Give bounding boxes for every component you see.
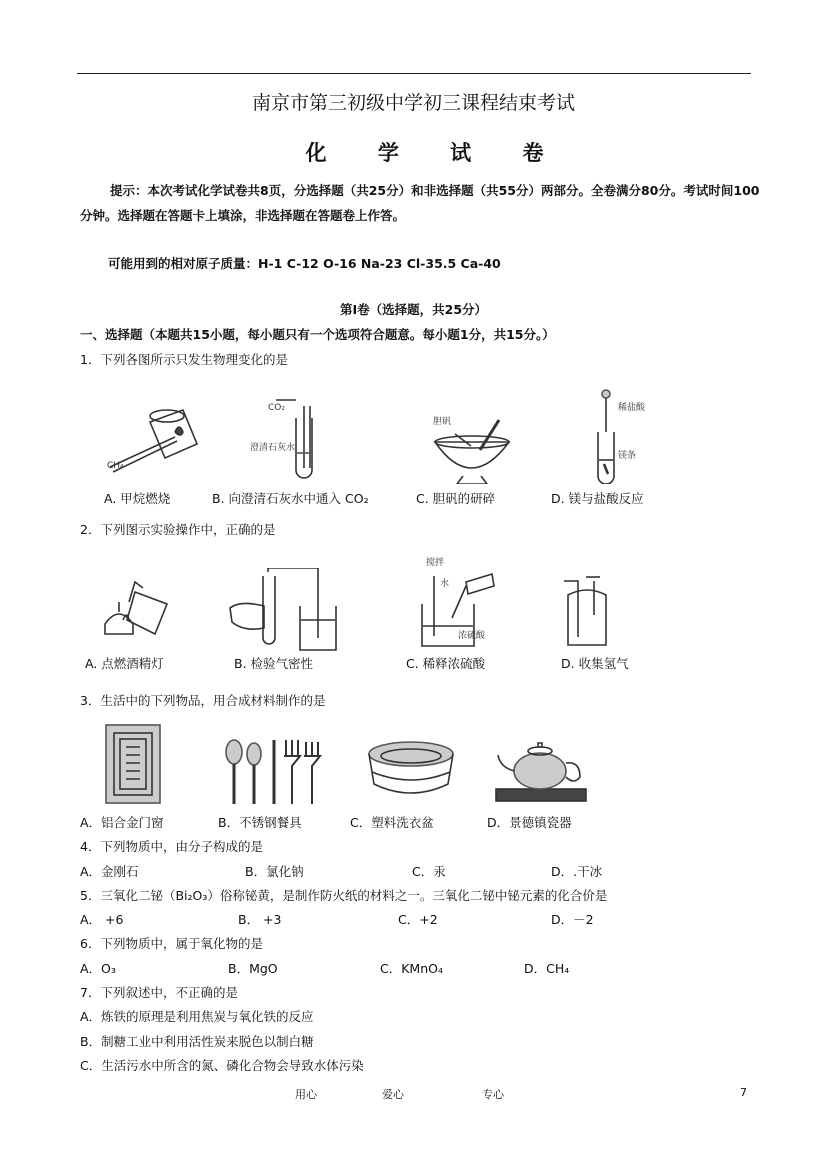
q4-option-a: A．金刚石	[80, 864, 139, 879]
school-title: 南京市第三初级中学初三课程结束考试	[251, 92, 575, 114]
q3-option-a: A．铝合金门窗	[80, 815, 164, 830]
q2-figure-c	[408, 556, 508, 652]
q2-figure-d	[560, 575, 610, 653]
q3-figure-c	[366, 740, 456, 802]
q2-figure-b	[228, 568, 340, 654]
svg-text:CH₄: CH₄	[107, 461, 124, 471]
header-rule	[77, 73, 751, 74]
question-2-stem: 2．下列图示实验操作中，正确的是	[80, 522, 276, 537]
q4-option-c: C．汞	[412, 864, 446, 879]
q6-option-a: A．O₃	[80, 961, 116, 976]
q1-option-b: B. 向澄清石灰水中通入 CO₂	[212, 491, 369, 506]
page-number: 7	[740, 1086, 747, 1099]
question-3-stem: 3．生活中的下列物品，用合成材料制作的是	[80, 693, 326, 708]
footer-middle: 爱心	[382, 1088, 404, 1101]
question-7-stem: 7．下列叙述中，不正确的是	[80, 985, 238, 1000]
question-4-stem: 4．下列物质中，由分子构成的是	[80, 839, 263, 854]
q5-option-d: D．－2	[551, 912, 594, 927]
q1-option-a: A. 甲烷燃烧	[104, 491, 171, 506]
svg-text:水: 水	[440, 579, 450, 589]
q4-option-d: D．.干冰	[551, 864, 603, 879]
svg-text:镁条: 镁条	[618, 451, 637, 461]
question-1-stem: 1．下列各图所示只发生物理变化的是	[80, 352, 288, 367]
q1-figure-c	[425, 412, 517, 484]
volume-title: 第Ⅰ卷（选择题，共25分）	[339, 302, 488, 317]
q6-option-d: D．CH₄	[524, 961, 570, 976]
q1-figure-a	[105, 392, 210, 482]
question-5-stem: 5．三氧化二铋（Bi₂O₃）俗称铋黄，是制作防火纸的材料之一。三氧化二铋中铋元素的化合价是	[80, 888, 608, 903]
q2-option-c: C. 稀释浓硫酸	[406, 656, 486, 671]
q3-option-c: C．塑料洗衣盆	[350, 815, 434, 830]
paper-title: 化 学 试 卷	[305, 141, 566, 165]
q2-option-b: B. 检验气密性	[234, 656, 314, 671]
svg-text:稀盐酸: 稀盐酸	[618, 403, 646, 413]
q7-option-a: A．炼铁的原理是利用焦炭与氧化铁的反应	[80, 1009, 314, 1024]
q4-option-b: B．氯化钠	[245, 864, 304, 879]
q5-option-c: C．+2	[398, 912, 438, 927]
q1-figure-d	[578, 388, 658, 484]
q1-option-d: D. 镁与盐酸反应	[551, 491, 644, 506]
svg-text:胆矾: 胆矾	[433, 417, 452, 427]
q6-option-b: B．MgO	[228, 961, 278, 976]
q5-option-b: B． +3	[238, 912, 282, 927]
q3-option-b: B．不锈钢餐具	[218, 815, 302, 830]
footer-left: 用心	[295, 1088, 317, 1101]
svg-text:澄清石灰水: 澄清石灰水	[250, 443, 296, 453]
q3-figure-b	[222, 736, 322, 806]
q2-option-d: D. 收集氢气	[561, 656, 629, 671]
question-6-stem: 6．下列物质中，属于氧化物的是	[80, 936, 263, 951]
q5-option-a: A． +6	[80, 912, 124, 927]
q2-figure-a	[95, 572, 175, 652]
q1-figure-b	[250, 398, 340, 484]
q2-option-a: A. 点燃酒精灯	[85, 656, 164, 671]
atomic-masses: 可能用到的相对原子质量：H-1 C-12 O-16 Na-23 Cl-35.5 Ca-40	[108, 256, 501, 271]
svg-text:搅拌: 搅拌	[426, 558, 445, 568]
q7-option-c: C．生活污水中所含的氮、磷化合物会导致水体污染	[80, 1058, 364, 1073]
q3-option-d: D．景德镇瓷器	[487, 815, 572, 830]
svg-text:CO₂: CO₂	[268, 403, 285, 413]
q6-option-c: C．KMnO₄	[380, 961, 443, 976]
exam-note: 提示：本次考试化学试卷共8页，分选择题（共25分）和非选择题（共55分）两部分。全卷满分80分。考试时间100分钟。选择题在答题卡上填涂，非选择题在答题卷上作答。	[80, 183, 760, 223]
section-title: 一、选择题（本题共15小题，每小题只有一个选项符合题意。每小题1分，共15分。）	[80, 327, 555, 342]
footer-right: 专心	[482, 1088, 504, 1101]
q1-option-c: C. 胆矾的研碎	[416, 491, 496, 506]
q3-figure-d	[494, 737, 588, 803]
q7-option-b: B．制糖工业中利用活性炭来脱色以制白糖	[80, 1034, 314, 1049]
q3-figure-a	[104, 723, 162, 805]
svg-text:浓硫酸: 浓硫酸	[458, 631, 486, 641]
